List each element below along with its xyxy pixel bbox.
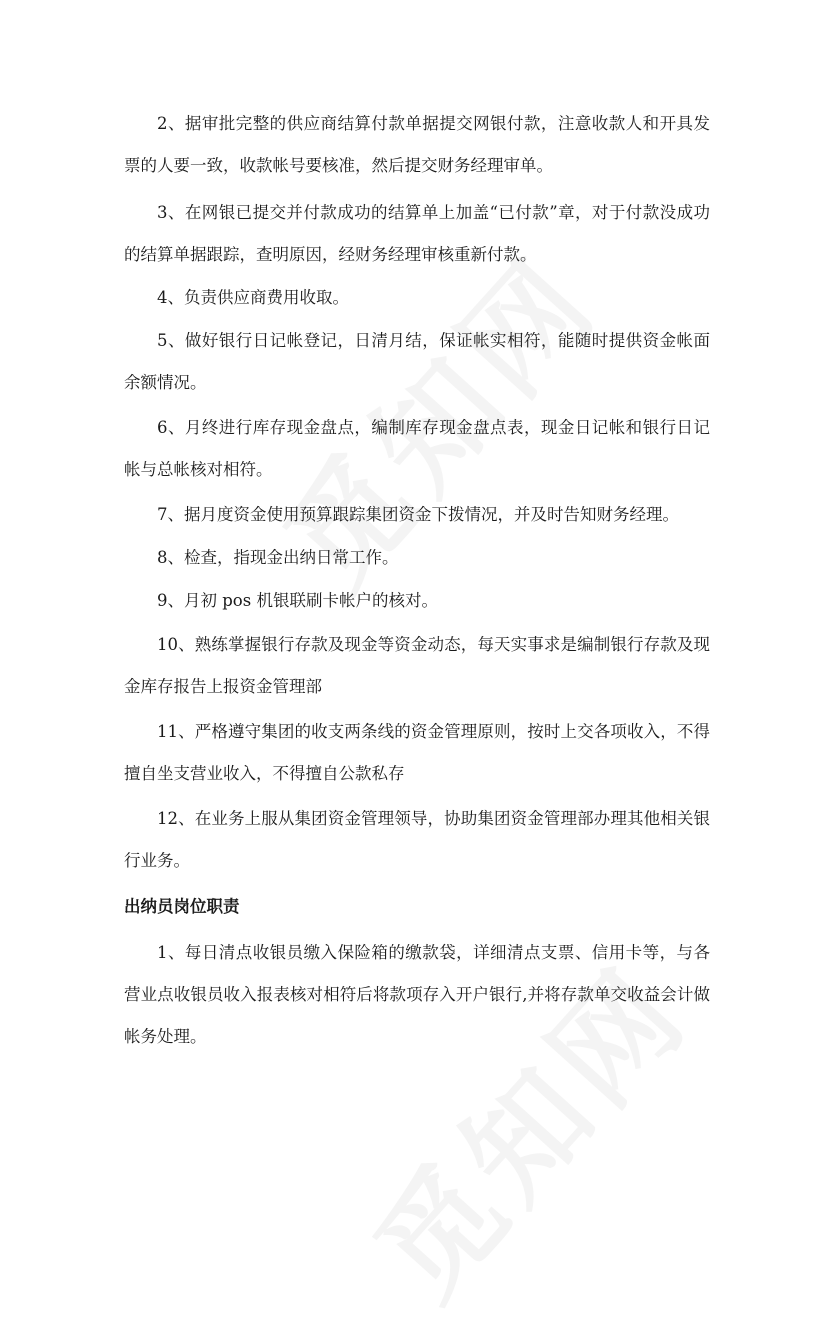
paragraph: 3、在网银已提交并付款成功的结算单上加盖“已付款”章，对于付款没成功的结算单据跟踪，查明原因，经财务经理审核重新付款。 — [124, 203, 710, 264]
paragraph: 9、月初 pos 机银联刷卡帐户的核对。 — [157, 591, 438, 610]
paragraph: 2、据审批完整的供应商结算付款单据提交网银付款，注意收款人和开具发票的人要一致，收款帐号要核准，然后提交财务经理审单。 — [124, 114, 710, 175]
paragraph: 10、熟练掌握银行存款及现金等资金动态，每天实事求是编制银行存款及现金库存报告上报资金管理部 — [124, 635, 710, 696]
paragraph: 4、负责供应商费用收取。 — [157, 288, 349, 307]
section-title: 出纳员岗位职责 — [124, 897, 240, 916]
paragraph: 1、每日清点收银员缴入保险箱的缴款袋，详细清点支票、信用卡等，与各营业点收银员收入报表核对相符后将款项存入开户银行,并将存款单交收益会计做帐务处理。 — [124, 943, 710, 1046]
paragraph: 5、做好银行日记帐登记，日清月结，保证帐实相符，能随时提供资金帐面余额情况。 — [124, 331, 710, 392]
paragraph: 6、月终进行库存现金盘点，编制库存现金盘点表，现金日记帐和银行日记帐与总帐核对相符。 — [124, 418, 710, 479]
paragraph: 11、严格遵守集团的收支两条线的资金管理原则，按时上交各项收入，不得擅自坐支营业收入，不得擅自公款私存 — [124, 722, 710, 783]
paragraph: 8、检查，指现金出纳日常工作。 — [157, 548, 399, 567]
paragraph: 7、据月度资金使用预算跟踪集团资金下拨情况，并及时告知财务经理。 — [157, 505, 679, 524]
paragraph: 12、在业务上服从集团资金管理领导，协助集团资金管理部办理其他相关银行业务。 — [124, 809, 710, 870]
